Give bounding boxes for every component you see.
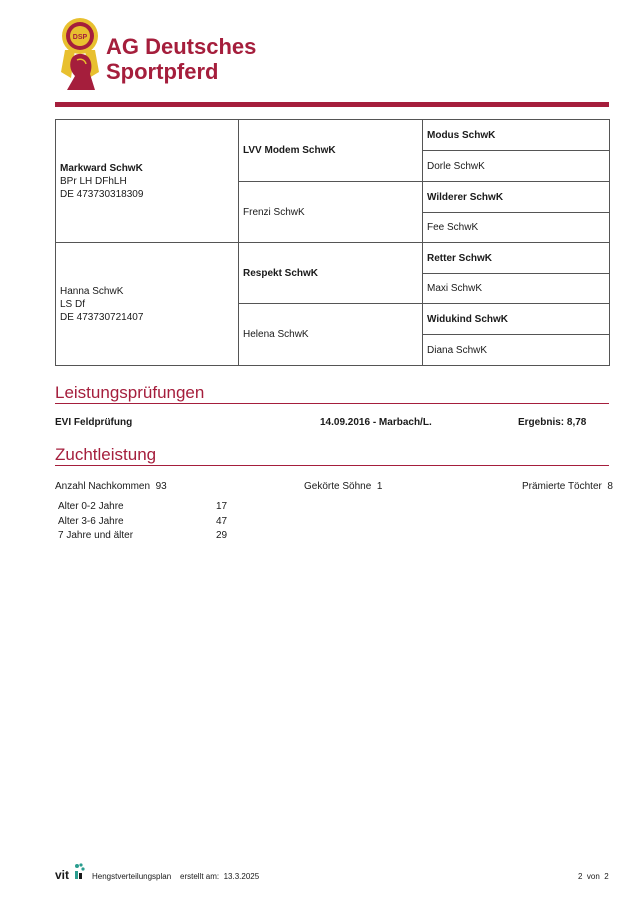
dam-sire: Respekt SchwK (239, 243, 423, 304)
table-row (58, 515, 276, 530)
age-distribution-table (58, 500, 276, 544)
dam-sire-dam: Maxi SchwK (423, 274, 610, 304)
footer-page-number: 2 von 2 (578, 872, 609, 881)
dam-titles: LS Df (60, 298, 86, 310)
table-row (58, 529, 276, 544)
vit-logo-icon (55, 862, 87, 882)
dam-dam-sire: Widukind SchwK (423, 304, 610, 335)
table-row (58, 500, 276, 515)
header-divider (55, 102, 609, 107)
dam-dam: Helena SchwK (239, 304, 423, 366)
sire-dam-sire: Wilderer SchwK (423, 182, 610, 213)
performance-date-place: 14.09.2016 - Marbach/L. (320, 417, 432, 428)
sire-cell (56, 120, 239, 243)
licensed-sons: Gekörte Söhne 1 (304, 481, 383, 492)
breeding-divider (55, 465, 609, 466)
sire-sire: LVV Modem SchwK (239, 120, 423, 182)
sire-dam: Frenzi SchwK (239, 182, 423, 243)
breeding-title: Zuchtleistung (55, 445, 157, 464)
svg-text:DSP: DSP (72, 34, 88, 41)
sire-sire-dam: Dorle SchwK (423, 151, 610, 182)
age-label: Alter 3-6 Jahre (58, 515, 124, 527)
footer-doc-name: Hengstverteilungsplan (92, 872, 172, 881)
pedigree-table (55, 119, 610, 366)
svg-text:vit: vit (55, 868, 70, 882)
dam-cell (56, 243, 239, 366)
brand-name: AG Deutsches Sportpferd (106, 34, 257, 84)
offspring-count: Anzahl Nachkommen 93 (55, 481, 167, 492)
age-value: 17 (216, 501, 228, 512)
footer-created: erstellt am: 13.3.2025 (180, 872, 260, 881)
age-value: 29 (216, 530, 228, 541)
dsp-logo-icon (57, 16, 103, 92)
dam-sire-sire: Retter SchwK (423, 243, 610, 274)
age-value: 47 (216, 515, 228, 527)
performance-divider (55, 403, 609, 404)
sire-id: DE 473730318309 (60, 188, 144, 200)
dam-dam-dam: Diana SchwK (423, 335, 610, 366)
age-label: Alter 0-2 Jahre (58, 501, 124, 512)
age-label: 7 Jahre und älter (58, 530, 134, 541)
sire-name: Markward SchwK (60, 162, 143, 174)
performance-title: Leistungsprüfungen (55, 383, 205, 402)
performance-test: EVI Feldprüfung (55, 417, 133, 428)
sire-titles: BPr LH DFhLH (60, 175, 127, 187)
performance-result: Ergebnis: 8,78 (518, 417, 587, 428)
sire-dam-dam: Fee SchwK (423, 213, 610, 243)
awarded-daughters: Prämierte Töchter 8 (522, 481, 613, 492)
dam-name: Hanna SchwK (60, 285, 124, 297)
dam-id: DE 473730721407 (60, 311, 144, 323)
sire-sire-sire: Modus SchwK (423, 120, 610, 151)
